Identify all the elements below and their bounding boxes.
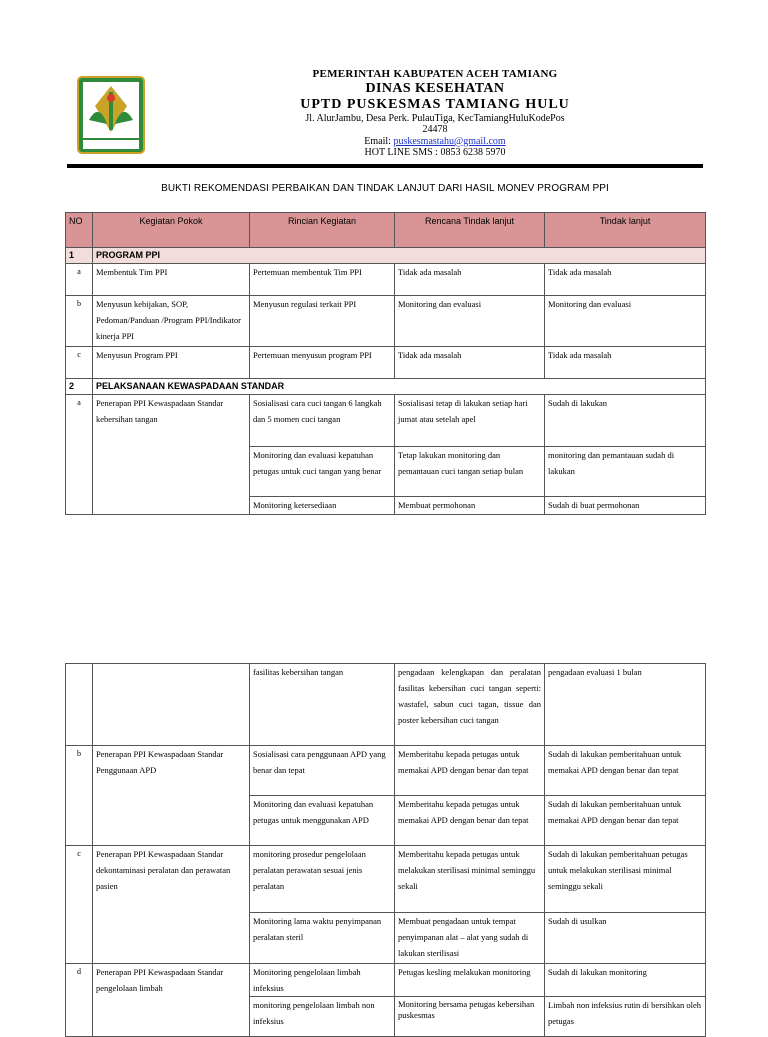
cell-rincian: Menyusun regulasi terkait PPI (250, 296, 395, 347)
header-no: NO (66, 213, 93, 248)
cell-kegiatan (93, 664, 250, 746)
cell-rincian: Pertemuan menyusun program PPI (250, 347, 395, 379)
letterhead-divider (67, 164, 703, 168)
email-link[interactable]: puskesmastahu@gmail.com (393, 135, 506, 147)
cell-rencana: Membuat permohonan (395, 497, 545, 515)
cell-tindak: Sudah di usulkan (545, 913, 706, 964)
cell-rencana: Monitoring dan evaluasi (395, 296, 545, 347)
cell-rincian: Sosialisasi cara cuci tangan 6 langkah dan 5 momen cuci tangan (250, 395, 395, 447)
row-no: c (66, 846, 93, 964)
cell-rincian: Monitoring lama waktu penyimpanan peralatan steril (250, 913, 395, 964)
section-title: PELAKSANAAN KEWASPADAAN STANDAR (93, 379, 706, 395)
cell-rencana: Tidak ada masalah (395, 347, 545, 379)
table-header-row (66, 213, 706, 248)
government-name: PEMERINTAH KABUPATEN ACEH TAMIANG (312, 68, 558, 80)
cell-kegiatan: Penerapan PPI Kewaspadaan Standar dekontaminasi peralatan dan perawatan pasien (93, 846, 250, 964)
cell-no (66, 664, 93, 746)
cell-rincian: Sosialisasi cara penggunaan APD yang benar dan tepat (250, 746, 395, 796)
row-no: c (66, 347, 93, 379)
cell-rencana: Tetap lakukan monitoring dan pemantauan cuci tangan setiap bulan (395, 447, 545, 497)
row-no: b (66, 746, 93, 846)
cell-tindak: Sudah di lakukan pemberitahuan petugas untuk melakukan sterilisasi minimal seminggu sekali (545, 846, 706, 913)
letterhead (65, 66, 705, 166)
cell-kegiatan: Menyusun kebijakan, SOP, Pedoman/Panduan /Program PPI/Indikator kinerja PPI (93, 296, 250, 347)
document-title: BUKTI REKOMENDASI PERBAIKAN DAN TINDAK LANJUT DARI HASIL MONEV PROGRAM PPI (161, 183, 609, 194)
cell-rencana: Petugas kesling melakukan monitoring (395, 964, 545, 997)
letterhead-text (215, 68, 655, 159)
cell-tindak: pengadaan evaluasi 1 bulan (545, 664, 706, 746)
address-line-2: 24478 (422, 124, 448, 136)
cell-rincian: Monitoring ketersediaan (250, 497, 395, 515)
cell-kegiatan: Menyusun Program PPI (93, 347, 250, 379)
section-row (66, 248, 706, 264)
cell-kegiatan: Membentuk Tim PPI (93, 264, 250, 296)
table-row (66, 746, 706, 796)
cell-tindak: Tidak ada masalah (545, 264, 706, 296)
cell-rincian: Monitoring dan evaluasi kepatuhan petugas untuk menggunakan APD (250, 796, 395, 846)
monev-table-page-1 (65, 212, 706, 515)
cell-tindak: Limbah non infeksius rutin di bersihkan oleh petugas (545, 997, 706, 1037)
cell-kegiatan: Penerapan PPI Kewaspadaan Standar kebersihan tangan (93, 395, 250, 515)
cell-rencana: Memberitahu kepada petugas untuk melakukan sterilisasi minimal seminggu sekali (395, 846, 545, 913)
cell-tindak: Monitoring dan evaluasi (545, 296, 706, 347)
header-rincian-kegiatan: Rincian Kegiatan (250, 213, 395, 248)
table-row (66, 846, 706, 913)
header-kegiatan-pokok: Kegiatan Pokok (93, 213, 250, 248)
cell-rencana: Monitoring bersama petugas kebersihan puskesmas (395, 997, 545, 1037)
cell-tindak: Sudah di lakukan pemberitahuan untuk memakai APD dengan benar dan tepat (545, 796, 706, 846)
table-row (66, 964, 706, 997)
cell-rincian: monitoring prosedur pengelolaan peralatan perawatan sesuai jenis peralatan (250, 846, 395, 913)
row-no: b (66, 296, 93, 347)
cell-kegiatan: Penerapan PPI Kewaspadaan Standar Penggunaan APD (93, 746, 250, 846)
table-row (66, 347, 706, 379)
cell-rencana: Membuat pengadaan untuk tempat penyimpanan alat – alat yang sudah di lakukan sterilisasi (395, 913, 545, 964)
cell-tindak: Tidak ada masalah (545, 347, 706, 379)
email-label: Email: (364, 135, 391, 147)
table-row (66, 664, 706, 746)
address-line-1: Jl. AlurJambu, Desa Perk. PulauTiga, KecTamiangHuluKodePos (305, 112, 565, 124)
cell-rincian: fasilitas kebersihan tangan (250, 664, 395, 746)
monev-table-page-2 (65, 663, 706, 1037)
aceh-tamiang-emblem-icon (77, 76, 145, 154)
cell-rincian: Pertemuan membentuk Tim PPI (250, 264, 395, 296)
section-row (66, 379, 706, 395)
cell-rincian: monitoring pengelolaan limbah non infeksius (250, 997, 395, 1037)
table-row (66, 296, 706, 347)
hotline: HOT LINE SMS : 0853 6238 5970 (364, 147, 506, 159)
row-no: a (66, 395, 93, 515)
agency-name: DINAS KESEHATAN (365, 80, 505, 96)
cell-tindak: Sudah di buat permohonan (545, 497, 706, 515)
cell-tindak: Sudah di lakukan (545, 395, 706, 447)
cell-kegiatan: Penerapan PPI Kewaspadaan Standar pengelolaan limbah (93, 964, 250, 1037)
header-rencana-tindak-lanjut: Rencana Tindak lanjut (395, 213, 545, 248)
cell-rincian: Monitoring dan evaluasi kepatuhan petugas untuk cuci tangan yang benar (250, 447, 395, 497)
cell-rencana: Memberitahu kepada petugas untuk memakai APD dengan benar dan tepat (395, 746, 545, 796)
cell-rencana: pengadaan kelengkapan dan peralatan fasilitas kebersihan cuci tangan seperti: wastafel, sabun cuci tagan, tissue dan poster kebersihan cuci tangan (395, 664, 545, 746)
row-no: a (66, 264, 93, 296)
cell-rencana: Sosialisasi tetap di lakukan setiap hari jumat atau setelah apel (395, 395, 545, 447)
cell-tindak: monitoring dan pemantauan sudah di lakukan (545, 447, 706, 497)
cell-rencana: Tidak ada masalah (395, 264, 545, 296)
header-tindak-lanjut: Tindak lanjut (545, 213, 706, 248)
unit-name: UPTD PUSKESMAS TAMIANG HULU (300, 96, 570, 112)
table-row (66, 264, 706, 296)
section-no: 1 (66, 248, 93, 264)
cell-tindak: Sudah di lakukan pemberitahuan untuk memakai APD dengan benar dan tepat (545, 746, 706, 796)
row-no: d (66, 964, 93, 1037)
cell-tindak: Sudah di lakukan monitoring (545, 964, 706, 997)
section-title: PROGRAM PPI (93, 248, 706, 264)
cell-rencana: Memberitahu kepada petugas untuk memakai APD dengan benar dan tepat (395, 796, 545, 846)
cell-rincian: Monitoring pengelolaan limbah infeksius (250, 964, 395, 997)
email-line (215, 136, 655, 148)
table-row (66, 395, 706, 447)
section-no: 2 (66, 379, 93, 395)
